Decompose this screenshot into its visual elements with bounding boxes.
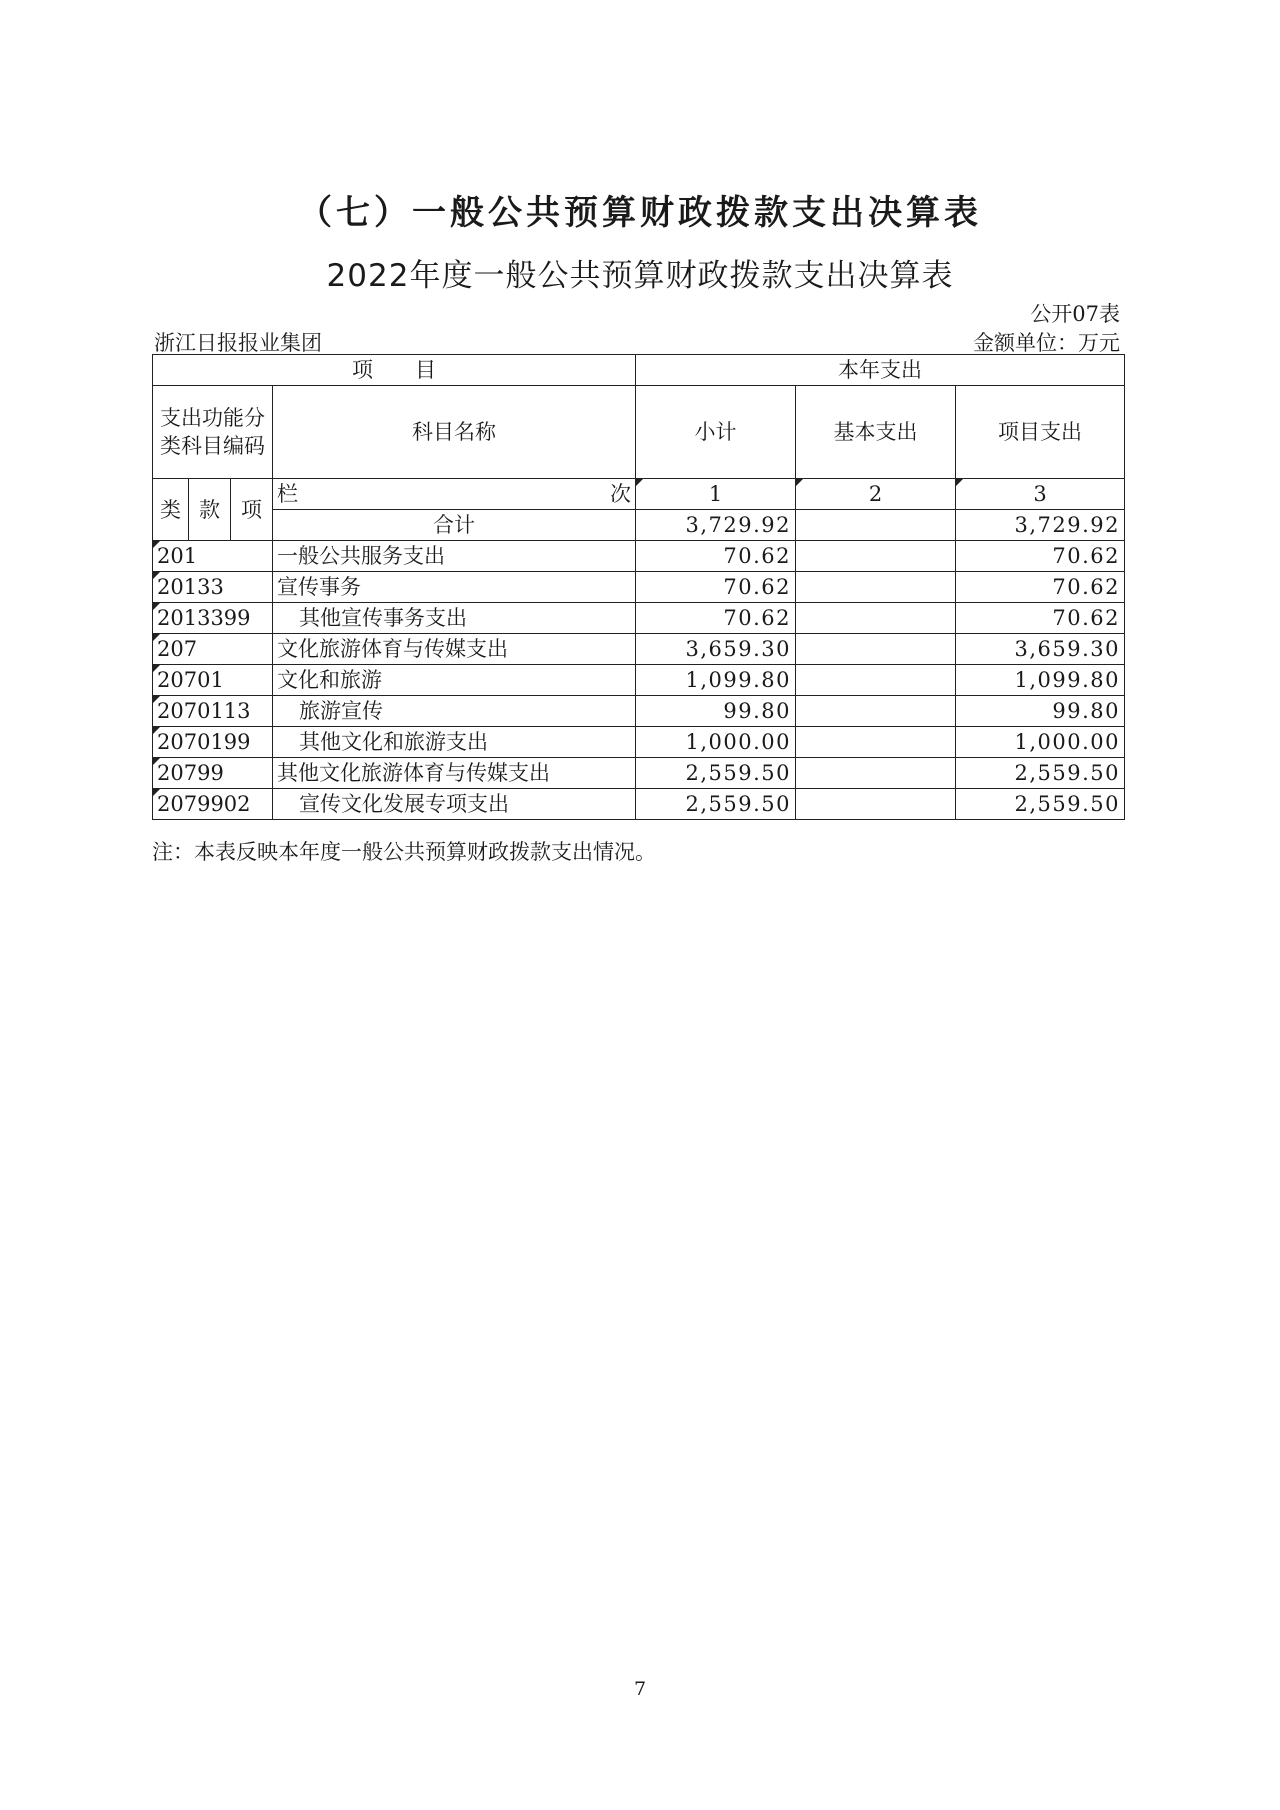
row-subtotal: 70.62 [636, 603, 796, 634]
total-project: 3,729.92 [956, 510, 1125, 541]
row-project: 1,099.80 [956, 665, 1125, 696]
row-project: 2,559.50 [956, 789, 1125, 820]
row-code: 2070199 [153, 727, 273, 758]
table-row [153, 572, 1125, 603]
row-name: 其他宣传事务支出 [273, 603, 636, 634]
table-note: 注：本表反映本年度一般公共预算财政拨款支出情况。 [152, 840, 656, 864]
header-col-2: 2 [796, 479, 956, 510]
row-subtotal: 70.62 [636, 541, 796, 572]
row-code: 2079902 [153, 789, 273, 820]
row-name: 文化旅游体育与传媒支出 [273, 634, 636, 665]
header-row-3 [153, 479, 1125, 510]
row-basic [796, 727, 956, 758]
row-code: 2013399 [153, 603, 273, 634]
row-basic [796, 572, 956, 603]
row-name: 其他文化和旅游支出 [273, 727, 636, 758]
header-subtotal: 小计 [636, 386, 796, 479]
row-code: 2070113 [153, 696, 273, 727]
total-basic [796, 510, 956, 541]
header-subject-name: 科目名称 [273, 386, 636, 479]
header-lan: 栏 [277, 482, 298, 506]
row-project: 70.62 [956, 541, 1125, 572]
row-name: 文化和旅游 [273, 665, 636, 696]
row-subtotal: 1,099.80 [636, 665, 796, 696]
table-row [153, 634, 1125, 665]
row-name: 宣传事务 [273, 572, 636, 603]
row-project: 3,659.30 [956, 634, 1125, 665]
header-xiang: 项 [231, 479, 273, 541]
table-row [153, 541, 1125, 572]
organization-name: 浙江日报报业集团 [154, 331, 322, 355]
row-name: 旅游宣传 [273, 696, 636, 727]
row-code: 20133 [153, 572, 273, 603]
row-project: 2,559.50 [956, 758, 1125, 789]
row-basic [796, 665, 956, 696]
row-code: 20701 [153, 665, 273, 696]
section-title: （七）一般公共预算财政拨款支出决算表 [298, 193, 982, 233]
table-row [153, 758, 1125, 789]
row-subtotal: 99.80 [636, 696, 796, 727]
header-basic-expense: 基本支出 [796, 386, 956, 479]
row-basic [796, 758, 956, 789]
header-func-code: 支出功能分类科目编码 [153, 386, 273, 479]
row-project: 70.62 [956, 603, 1125, 634]
page-number: 7 [633, 1678, 647, 1700]
row-project: 99.80 [956, 696, 1125, 727]
row-name: 一般公共服务支出 [273, 541, 636, 572]
row-project: 70.62 [956, 572, 1125, 603]
row-basic [796, 603, 956, 634]
header-row-1 [153, 355, 1125, 386]
row-code: 20799 [153, 758, 273, 789]
header-ci: 次 [610, 482, 631, 506]
row-subtotal: 2,559.50 [636, 758, 796, 789]
table-row [153, 696, 1125, 727]
row-code: 201 [153, 541, 273, 572]
header-col-1: 1 [636, 479, 796, 510]
header-item: 项 目 [153, 355, 636, 386]
row-basic [796, 696, 956, 727]
row-name: 其他文化旅游体育与传媒支出 [273, 758, 636, 789]
row-basic [796, 634, 956, 665]
report-title: 2022年度一般公共预算财政拨款支出决算表 [326, 258, 954, 294]
row-basic [796, 789, 956, 820]
header-kuan: 款 [189, 479, 231, 541]
table-code: 公开07表 [1030, 302, 1120, 326]
amount-unit-label: 金额单位：万元 [973, 331, 1120, 355]
row-project: 1,000.00 [956, 727, 1125, 758]
header-project-expense: 项目支出 [956, 386, 1125, 479]
header-lan-ci [273, 479, 636, 510]
total-label: 合计 [273, 510, 636, 541]
total-row [153, 510, 1125, 541]
header-row-2 [153, 386, 1125, 479]
row-subtotal: 2,559.50 [636, 789, 796, 820]
table-row [153, 727, 1125, 758]
row-subtotal: 3,659.30 [636, 634, 796, 665]
expenditure-table [152, 354, 1125, 820]
table-row [153, 789, 1125, 820]
table-row [153, 603, 1125, 634]
table-row [153, 665, 1125, 696]
header-col-3: 3 [956, 479, 1125, 510]
header-current-year-expense: 本年支出 [636, 355, 1125, 386]
header-lei: 类 [153, 479, 189, 541]
row-name: 宣传文化发展专项支出 [273, 789, 636, 820]
row-basic [796, 541, 956, 572]
row-code: 207 [153, 634, 273, 665]
row-subtotal: 1,000.00 [636, 727, 796, 758]
total-subtotal: 3,729.92 [636, 510, 796, 541]
row-subtotal: 70.62 [636, 572, 796, 603]
